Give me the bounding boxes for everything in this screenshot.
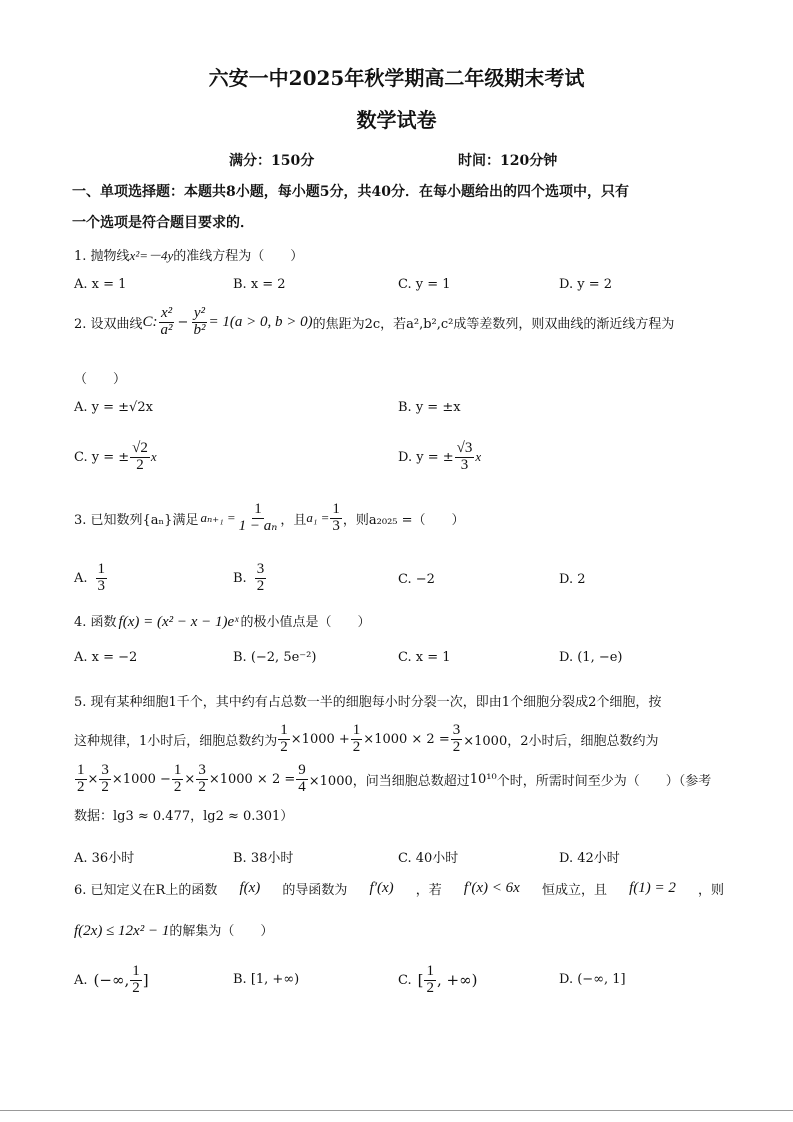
q5-line3c: × bbox=[184, 771, 196, 787]
q2-option-c bbox=[74, 441, 157, 474]
q6-ineq: f(2x) ≤ 12x² − 1 bbox=[74, 923, 170, 939]
q4-option-a: A. x = −2 bbox=[74, 650, 138, 665]
q1-option-d: D. y = 2 bbox=[559, 277, 612, 292]
q6-a-right: ] bbox=[142, 971, 149, 990]
q6-a-den: 2 bbox=[132, 979, 140, 996]
q5-l3-f2-den: 2 bbox=[101, 778, 109, 795]
q5-l3-frac4 bbox=[196, 763, 208, 796]
q5-option-b: B. 38小时 bbox=[233, 851, 294, 866]
q1-option-b: B. x = 2 bbox=[233, 277, 286, 292]
q5-line3b: ×1000 − bbox=[111, 771, 171, 787]
q5-l3-frac3 bbox=[172, 763, 184, 796]
question-1 bbox=[74, 245, 303, 264]
q6-c-label: C. bbox=[398, 972, 412, 988]
q5-line3e: ×1000，问当细胞总数超过 bbox=[308, 773, 470, 789]
q6-option-b: B. [1, +∞) bbox=[233, 972, 300, 987]
q5-l3-f3-num: 1 bbox=[173, 762, 182, 778]
q6-c-num: 1 bbox=[426, 963, 434, 979]
exam-title: 六安一中2025年秋学期高二年级期末考试 bbox=[208, 66, 585, 90]
q3-a-label: A. bbox=[74, 570, 88, 586]
q2-paren: （ ） bbox=[74, 372, 127, 387]
q2-frac-y bbox=[191, 306, 207, 339]
q5-line3f: 个时，所需时间至少为（ ）（参考 bbox=[496, 773, 712, 789]
question-3 bbox=[74, 502, 465, 535]
q2-d-label: D. y = ± bbox=[398, 449, 454, 465]
q6-fpx: f′(x) bbox=[369, 880, 394, 896]
q6-fx: f(x) bbox=[239, 880, 261, 896]
q3-b-den: 2 bbox=[256, 577, 265, 594]
q3-prefix: 3. 已知数列{aₙ}满足 bbox=[74, 512, 199, 528]
q2-frac-x-num: x² bbox=[160, 305, 173, 321]
q3-num: 1 bbox=[254, 501, 262, 517]
q5-option-a: A. 36小时 bbox=[74, 851, 135, 866]
q3-a1-num: 1 bbox=[332, 501, 340, 517]
q1-prefix: 1. 抛物线 bbox=[74, 249, 130, 264]
q6-line1d: 恒成立，且 bbox=[541, 883, 607, 898]
q3-option-c: C. −2 bbox=[398, 572, 435, 587]
section-heading-line2: 一个选项是符合题目要求的． bbox=[72, 215, 254, 231]
q5-l3-f4-den: 2 bbox=[198, 778, 206, 795]
q6-line1b: 的导函数为 bbox=[282, 883, 348, 898]
q5-three-den: 2 bbox=[452, 738, 461, 755]
q6-line1a: 6. 已知定义在R上的函数 bbox=[74, 883, 218, 898]
q6-a-left: (−∞, bbox=[93, 971, 130, 990]
q5-l3-f4-num: 3 bbox=[198, 762, 206, 778]
q5-l3-f1-num: 1 bbox=[77, 762, 85, 778]
q3-frac bbox=[237, 502, 280, 535]
q2-frac-y-den: b² bbox=[193, 321, 206, 338]
q5-l3-f3-den: 2 bbox=[173, 778, 182, 795]
q5-line2a: 这种规律，1小时后，细胞总数约为 bbox=[74, 733, 278, 749]
q2-frac-y-num: y² bbox=[193, 305, 206, 321]
q1-option-a: A. x = 1 bbox=[74, 277, 127, 292]
q3-a1-den: 3 bbox=[332, 517, 340, 534]
q6-a-num: 1 bbox=[132, 963, 140, 979]
q6-c-left: [ bbox=[417, 971, 424, 990]
q5-line3a: × bbox=[87, 771, 99, 787]
q5-frac-half-2 bbox=[351, 723, 363, 756]
q1-expr: x²=－4y bbox=[129, 248, 174, 263]
q6-line2-text: 的解集为（ ） bbox=[169, 924, 274, 939]
q5-half-den-1: 2 bbox=[280, 738, 288, 755]
q4-expr: f(x) = (x² − x − 1)eˣ bbox=[118, 614, 239, 630]
q6-cond: f′(x) < 6x bbox=[463, 880, 520, 896]
q5-l3-frac1 bbox=[75, 763, 87, 796]
q3-option-d: D. 2 bbox=[559, 572, 586, 587]
q6-c-den: 2 bbox=[426, 979, 434, 996]
q2-c-label: C. y = ± bbox=[74, 449, 130, 465]
q2-c-tail: x bbox=[150, 449, 157, 465]
q6-c-right: , +∞) bbox=[436, 971, 478, 990]
q3-b-label: B. bbox=[233, 570, 247, 586]
q6-c-frac bbox=[424, 964, 436, 997]
q6-f1: f(1) = 2 bbox=[629, 880, 676, 896]
q3-lhs: aₙ₊₁ = bbox=[200, 510, 236, 526]
q5-l3-f1-den: 2 bbox=[77, 778, 85, 795]
q4-option-c: C. x = 1 bbox=[398, 650, 451, 665]
q5-half-num-1: 1 bbox=[280, 722, 288, 738]
q6-line1 bbox=[74, 879, 724, 898]
q6-a-frac bbox=[130, 964, 142, 997]
q5-l3-f2-num: 3 bbox=[101, 762, 109, 778]
q2-d-den: 3 bbox=[460, 456, 469, 473]
q3-a1-frac bbox=[330, 502, 342, 535]
q2-c-num: √2 bbox=[132, 440, 148, 456]
q2-curve: C: bbox=[142, 313, 158, 330]
section-heading-line1: 一、单项选择题：本题共8小题，每小题5分，共40分．在每小题给出的四个选项中，只有 bbox=[72, 184, 629, 200]
q5-line2b: ×1000 + bbox=[290, 731, 350, 747]
q5-line1: 5. 现有某种细胞1千个，其中约有占总数一半的细胞每小时分裂一次，即由1个细胞分裂成2个细胞，按 bbox=[74, 695, 662, 710]
q5-power: 10¹⁰ bbox=[469, 771, 497, 787]
q2-d-frac bbox=[455, 441, 475, 474]
q2-option-a: A. y = ±√2x bbox=[74, 400, 153, 415]
page-bottom-divider bbox=[0, 1110, 793, 1111]
q1-option-c: C. y = 1 bbox=[398, 277, 451, 292]
q2-option-d bbox=[398, 441, 481, 474]
q5-l3-frac5 bbox=[296, 763, 308, 796]
q5-l3-frac2 bbox=[99, 763, 111, 796]
q3-option-a bbox=[74, 562, 108, 595]
full-score: 满分：150分 bbox=[229, 153, 315, 169]
q5-three-num: 3 bbox=[452, 722, 461, 738]
q2-frac-x bbox=[159, 306, 175, 339]
question-4 bbox=[74, 611, 370, 631]
q3-option-b bbox=[233, 562, 267, 595]
question-2: 2. 设双曲线 C: $\frac{\text{x²}}{\text{a²}}$ − $\frac{\text{y²}}{\text{b²}}$ = 1(a > 0, b > 0) 的焦距为2c，若a²,b²,c²成等差数列，则双曲线的渐近线方程为 bbox=[74, 305, 675, 338]
q5-l3-f5-num: 9 bbox=[298, 762, 306, 778]
q2-d-tail: x bbox=[475, 449, 482, 465]
q6-option-c bbox=[398, 964, 477, 997]
q4-option-d: D. (1, −e) bbox=[559, 650, 623, 665]
q6-a-label: A. bbox=[74, 972, 88, 988]
q2-c-den: 2 bbox=[136, 456, 144, 473]
q5-option-c: C. 40小时 bbox=[398, 851, 459, 866]
q2-prefix: 2. 设双曲线 bbox=[74, 316, 143, 332]
q6-option-a bbox=[74, 964, 149, 997]
q2-cond: = 1(a > 0, b > 0) bbox=[208, 313, 313, 330]
q5-frac-half-1 bbox=[278, 723, 290, 756]
q3-a-num: 1 bbox=[97, 561, 106, 577]
paper-subtitle: 数学试卷 bbox=[356, 108, 437, 132]
q6-line2 bbox=[74, 920, 273, 940]
q2-mid: 的焦距为2c，若a²,b²,c²成等差数列，则双曲线的渐近线方程为 bbox=[312, 316, 675, 332]
q2-frac-x-den: a² bbox=[160, 321, 173, 338]
q6-line1e: ，则 bbox=[697, 883, 724, 898]
q6-option-d: D. (−∞, 1] bbox=[559, 972, 626, 987]
q3-b-frac bbox=[255, 562, 267, 595]
q6-line1c: ，若 bbox=[415, 883, 442, 898]
q5-l3-f5-den: 4 bbox=[298, 778, 306, 795]
q4-prefix: 4. 函数 bbox=[74, 615, 117, 630]
q3-mid: ，且 bbox=[280, 512, 307, 528]
q4-option-b: B. (−2, 5e⁻²) bbox=[233, 650, 317, 665]
q3-a-frac bbox=[96, 562, 108, 595]
q2-option-b: B. y = ±x bbox=[398, 400, 461, 415]
q3-a-den: 3 bbox=[97, 577, 106, 594]
q5-line4: 数据：lg3 ≈ 0.477，lg2 ≈ 0.301） bbox=[74, 809, 294, 824]
q4-suffix: 的极小值点是（ ） bbox=[240, 615, 371, 630]
q3-b-num: 3 bbox=[256, 561, 265, 577]
q5-line2d: ×1000，2小时后，细胞总数约为 bbox=[463, 733, 659, 749]
q3-a1: a₁ = bbox=[306, 510, 330, 526]
q2-d-num: √3 bbox=[456, 440, 473, 456]
exam-time: 时间：120分钟 bbox=[458, 153, 558, 169]
q5-half-num-2: 1 bbox=[352, 722, 361, 738]
q5-line3 bbox=[74, 763, 711, 796]
q5-frac-three-halves bbox=[451, 723, 463, 756]
q5-line2 bbox=[74, 723, 658, 756]
q5-line3d: ×1000 × 2 = bbox=[208, 771, 296, 787]
q2-c-frac bbox=[130, 441, 150, 474]
q1-suffix: 的准线方程为（ ） bbox=[173, 249, 304, 264]
q3-tail: ，则a₂₀₂₅ =（ ） bbox=[342, 512, 465, 528]
q5-line2c: ×1000 × 2 = bbox=[363, 731, 450, 747]
q5-option-d: D. 42小时 bbox=[559, 851, 620, 866]
q5-half-den-2: 2 bbox=[352, 738, 361, 755]
q3-den: 1 − aₙ bbox=[238, 517, 278, 534]
